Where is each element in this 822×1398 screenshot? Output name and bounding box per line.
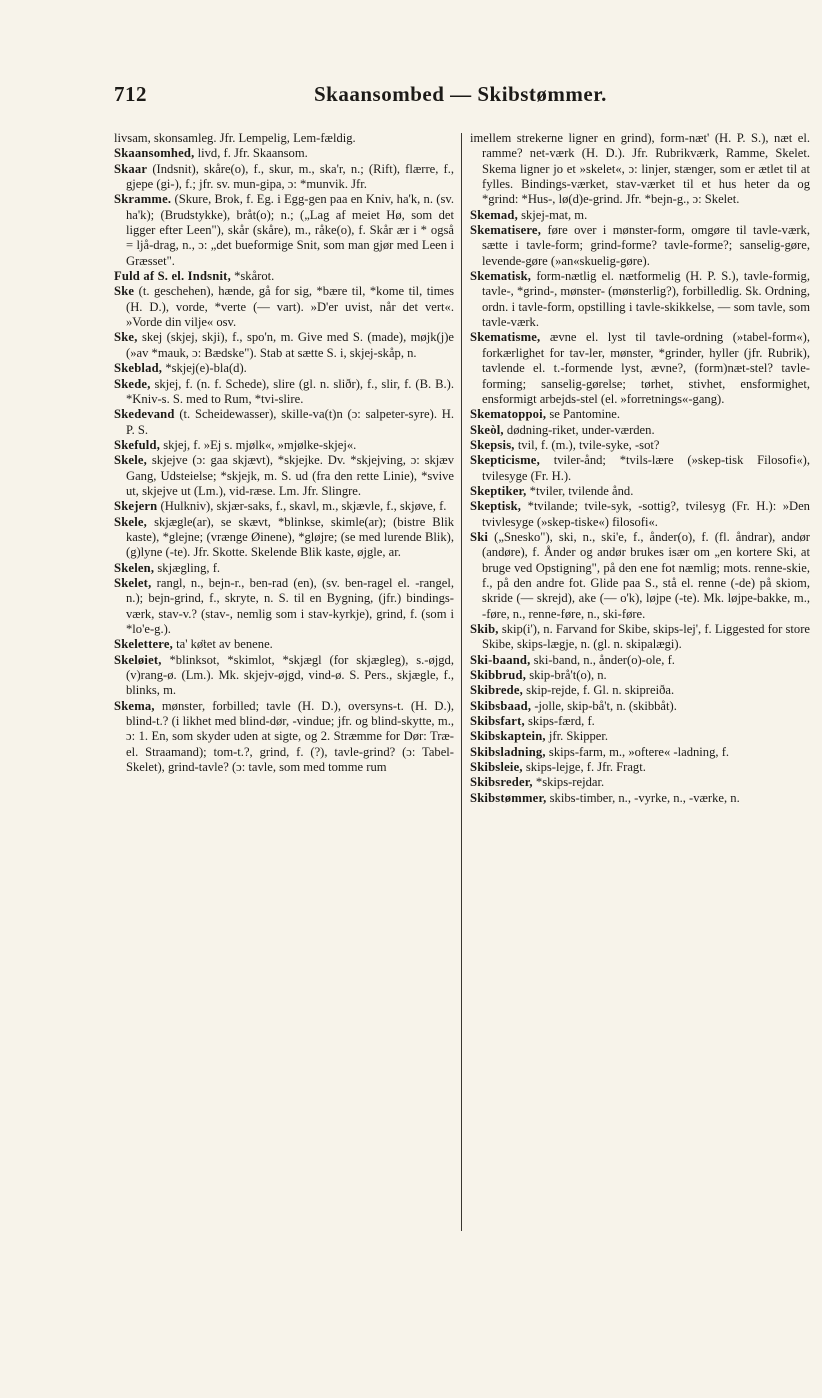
- entry-headword: Skede,: [114, 376, 151, 391]
- dictionary-entry: [114, 361, 454, 376]
- dictionary-entry: [470, 407, 810, 422]
- entry-text: skjej, f. »Ej s. mjølk«, »mjølke-skjej«.: [163, 437, 357, 452]
- entry-headword: Skeptisk,: [470, 499, 522, 514]
- entry-headword: Skeòl,: [470, 422, 504, 437]
- entry-headword: Skaar: [114, 161, 148, 176]
- entry-text: (Hulkniv), skjær-saks, f., skavl, m., skjævle, f., skjøve, f.: [160, 499, 447, 514]
- dictionary-entry: [470, 208, 810, 223]
- dictionary-entry: [114, 653, 454, 699]
- entry-text: skjægle(ar), se skævt, *blinkse, skimle(ar); (bistre Blik kaste), *glejne; (vrænge Øinene), *gløjre; (se med lurende Blik), (g)lyne (-te). Jfr. Skotte. Skelende Blik kaste, øjgle, ar.: [126, 514, 454, 560]
- dictionary-entry: [470, 223, 810, 269]
- entry-headword: Skeblad,: [114, 361, 163, 376]
- dictionary-entry: [114, 499, 454, 514]
- entry-text: jfr. Skipper.: [548, 729, 609, 744]
- dictionary-entry: [114, 453, 454, 499]
- entry-text: *skjej(e)-bla(d).: [165, 361, 247, 376]
- entry-headword: Skele,: [114, 453, 148, 468]
- dictionary-entry: [114, 699, 454, 776]
- entry-text: skip(i'), n. Farvand for Skibe, skips-lej', f. Liggested for store Skibe, skips-lægje, n. (gl. n. skipalægi).: [482, 622, 810, 652]
- entry-headword: Skelettere,: [114, 637, 173, 652]
- entry-text: form-nætlig el. nætformelig (H. P. S.), tavle-formig, tavle-, *grind-, mønster- (mønsterlig?), forbilledlig. Sk. Ordning, ordn. i tavle-form, opstilling i tavle-skikkelse, — som tavle, som tavle-værk.: [482, 269, 810, 330]
- entry-headword: Ske,: [114, 330, 138, 345]
- dictionary-entry: [470, 760, 810, 775]
- dictionary-entry: [470, 653, 810, 668]
- entry-headword: Skematisere,: [470, 223, 542, 238]
- entry-text: *blinksot, *skimlot, *skjægl (for skjægleg), s.-øjgd, (v)rang-ø. (Lm.). Mk. skjejv-øjgd, vind-ø. S. Pers., skjægle, f., blinks, m.: [126, 652, 454, 698]
- entry-headword: Ski: [470, 529, 489, 544]
- entry-headword: Skaansomhed,: [114, 146, 195, 161]
- right-column: [470, 131, 810, 806]
- entry-text: rangl, n., bejn-r., ben-rad (en), (sv. ben-ragel el. -rangel, n.); bejn-grind, f., skryte, n. S. til en Bygning, (jfr.) bindings-værk, stav-v.? (stav-, nemlig som i stav-kyrkje), grind, f. (som i *lo'e-g.).: [126, 575, 454, 636]
- entry-text: skip-rejde, f. Gl. n. skipreiða.: [526, 683, 675, 698]
- entry-text: mønster, forbilled; tavle (H. D.), oversyns-t. (H. D.), blind-t.? (i likhet med blind-dør, -vindue; jfr. og blind-skytte, m., ɔ: 1. En, som skyder uden at sigte, og 2. Stræmme for Dør: Træ-el. Straamand); tom-t.?, grind, f. (?), tavle-grind? (ɔ: Tabel-Skelet), grind-tavle? (ɔ: tavle, som med tomme rum: [126, 698, 454, 775]
- entry-text: skjej, f. (n. f. Schede), slire (gl. n. sliðr), f., slir, f. (B. B.). *Kniv-s. S. med to Rum, *tvi-slire.: [126, 376, 454, 406]
- dictionary-entry: [114, 131, 454, 146]
- dictionary-entry: [114, 515, 454, 561]
- entry-headword: Skibsfart,: [470, 714, 525, 729]
- entry-headword: Skemad,: [470, 207, 518, 222]
- entry-text: *skips-rejdar.: [535, 775, 605, 790]
- entry-headword: Skele,: [114, 514, 148, 529]
- entry-text: ta' kø̈tet av benene.: [176, 637, 273, 652]
- entry-headword: Skelen,: [114, 560, 155, 575]
- entry-text: dødning-riket, under-værden.: [506, 422, 655, 437]
- dictionary-entry: [470, 530, 810, 622]
- entry-text: skibs-timber, n., -vyrke, n., -værke, n.: [549, 790, 740, 805]
- entry-headword: Skematoppoi,: [470, 407, 547, 422]
- entry-headword: Skibsladning,: [470, 744, 546, 759]
- entry-text: *tvilande; tvile-syk, -sottig?, tvilesyg (Fr. H.): »Den tvivlesyge (»skep-tiske«) filosofi«.: [482, 499, 810, 529]
- dictionary-entry: [470, 729, 810, 744]
- column-divider: [461, 133, 462, 1231]
- entry-headword: Skematisk,: [470, 269, 532, 284]
- entry-text: skips-færd, f.: [528, 714, 595, 729]
- entry-text: („Snesko"), ski, n., ski'e, f., ånder(o), f. (fl. åndrar), andør (andøre), f. Ånder og andør brukes især om „en kortere Ski, at bruge ved Opstigning", på den ene fot næmlig; mots. renne-skie, f., på den andre fot. Glide paa S., stå el. renne (-de) på skiom, skride (— skrejd), ake (— o'k), løjpe (-te). Mk. løjpe-bakke, m., -føre, n., renne-føre, n., ski-føre.: [482, 529, 810, 621]
- dictionary-entry: [470, 622, 810, 653]
- dictionary-entry: [470, 423, 810, 438]
- entry-text: (Skure, Brok, f. Eg. i Egg-gen paa en Kniv, ha'k, n. (sv. ha'k); (Brudstykke), bråt(o); n.; („Lag af meiet Hø, som det ligger efter Leen"), skår (skåre), m., råke(o), f. Skår ær i * også = ljå-drag, n., ɔ: „det bueformige Snit, som man gjør med Leen i Græsset".: [126, 192, 455, 268]
- entry-text: skip-brå't(o), n.: [529, 668, 607, 683]
- left-column: [114, 131, 454, 775]
- dictionary-entry: [114, 146, 454, 161]
- entry-text: skej (skjej, skji), f., spo'n, m. Give med S. (made), møjk(j)e (»av *mauk, ɔ: Bædske"). Stab at sætte S. i, skjej-skåp, n.: [126, 330, 454, 360]
- entry-headword: Skepticisme,: [470, 453, 540, 468]
- entry-text: se Pantomine.: [549, 407, 621, 422]
- dictionary-entry: [470, 269, 810, 330]
- dictionary-entry: [470, 714, 810, 729]
- dictionary-entry: [114, 330, 454, 361]
- dictionary-entry: [470, 775, 810, 790]
- entry-headword: Skejern: [114, 499, 158, 514]
- dictionary-entry: [114, 407, 454, 438]
- entry-text: ski-band, n., ånder(o)-ole, f.: [533, 652, 675, 667]
- dictionary-entry: [470, 330, 810, 407]
- dictionary-entry: [114, 561, 454, 576]
- entry-headword: Skema,: [114, 698, 155, 713]
- entry-headword: Skibskaptein,: [470, 729, 546, 744]
- entry-text: skjejve (ɔ: gaa skjævt), *skjejke. Dv. *skjejving, ɔ: skjæv Gang, Udsteielse; *skjejk, m. S. ud (fra den rette Linie), *svive ut, skjejve ut (Lm.), vid-ræse. Lm. Jfr. Slingre.: [126, 453, 455, 498]
- dictionary-entry: [470, 668, 810, 683]
- dictionary-entry: [470, 499, 810, 530]
- entry-headword: Skeptiker,: [470, 483, 527, 498]
- entry-text: skips-lejge, f. Jfr. Fragt.: [525, 760, 646, 775]
- dictionary-entry: [114, 377, 454, 408]
- entry-headword: Skelet,: [114, 575, 152, 590]
- entry-headword: Skefuld,: [114, 437, 161, 452]
- entry-text: (Indsnit), skåre(o), f., skur, m., ska'r, n.; (Rift), flærre, f., gjepe (gi-), f.; jfr. sv. mun-gipa, ɔ: *munvik. Jfr.: [126, 161, 454, 192]
- page-number: 712: [114, 82, 147, 106]
- dictionary-entry: [470, 683, 810, 698]
- entry-headword: Skibstømmer,: [470, 790, 547, 805]
- dictionary-entry: [470, 791, 810, 806]
- entry-headword: Skibrede,: [470, 683, 524, 698]
- dictionary-entry: [470, 453, 810, 484]
- entry-text: imellem strekerne ligner en grind), form-næt' (H. P. S.), næt el. ramme? net-værk (H. D.). Jfr. Rubrikværk, Ramme, Skelet. Skema ligner jo et »skelet«, ɔ: linjer, stænger, som er ætlet til at fylles. Bindings-værket, stav-værket til et hus heter da og *grind: *Hus-, lø(d)e-grind. Jfr. *bejn-g., ɔ: Skelet.: [470, 131, 810, 207]
- entry-headword: Skematisme,: [470, 330, 541, 345]
- dictionary-entry: [470, 131, 810, 208]
- entry-headword: Skeløiet,: [114, 652, 162, 667]
- entry-headword: Fuld af S. el. Indsnit,: [114, 269, 231, 284]
- entry-text: (t. geschehen), hænde, gå for sig, *bære til, *kome til, times (H. D.), vorde, *verte (— vart). »D'er uvist, når det vert«. »Vorde din vilje« osv.: [126, 284, 454, 330]
- dictionary-entry: [114, 576, 454, 637]
- entry-headword: Skibsbaad,: [470, 698, 532, 713]
- dictionary-entry: [470, 484, 810, 499]
- entry-headword: Skibsreder,: [470, 775, 533, 790]
- dictionary-entry: [470, 745, 810, 760]
- entry-text: livd, f. Jfr. Skaansom.: [197, 146, 308, 161]
- entry-text: ævne el. lyst til tavle-ordning (»tabel-form«), forkærlighet for tav-ler, mønster, *grinder, hyller (jfr. Rubrik), tavlende el. t.-formende lyst, ævne?, (form)næt-stel? tavle-forming; sanselig-gørelse; tørhet, stivhet, ensformighet, ensformigt arbejds-stel (el. »forretnings«-gang).: [482, 330, 810, 406]
- dictionary-entry: [470, 699, 810, 714]
- dictionary-entry: [114, 192, 454, 269]
- entry-headword: Ske: [114, 284, 135, 299]
- dictionary-entry: [114, 637, 454, 652]
- entry-text: tvil, f. (m.), tvile-syke, -sot?: [517, 437, 660, 452]
- dictionary-entry: [114, 269, 454, 284]
- entry-text: skjej-mat, m.: [521, 207, 588, 222]
- dictionary-entry: [470, 438, 810, 453]
- entry-text: *tviler, tvilende ånd.: [529, 483, 634, 498]
- entry-text: livsam, skonsamleg. Jfr. Lempelig, Lem-fældig.: [114, 131, 356, 145]
- dictionary-entry: [114, 438, 454, 453]
- entry-headword: Skedevand: [114, 407, 175, 422]
- entry-text: -jolle, skip-bå't, n. (skibbåt).: [534, 698, 677, 713]
- entry-text: skjægling, f.: [157, 560, 221, 575]
- entry-text: (t. Scheidewasser), skille-va(t)n (ɔ: salpeter-syre). H. P. S.: [126, 407, 454, 437]
- entry-text: skips-farm, m., »oftere« -ladning, f.: [548, 744, 730, 759]
- entry-text: føre over i mønster-form, omgøre til tavle-værk, sætte i tavle-form; grind-forme? tavle-forme?; sanselig-gøre, levende-gøre (»an«skuelig-gøre).: [482, 223, 811, 268]
- entry-text: *skårot.: [234, 269, 275, 284]
- entry-headword: Skibsleie,: [470, 760, 523, 775]
- entry-headword: Skib,: [470, 622, 499, 636]
- entry-headword: Skibbrud,: [470, 668, 527, 683]
- entry-headword: Skramme.: [114, 192, 172, 207]
- entry-text: tviler-ånd; *tvils-lære (»skep-tisk Filosofi«), tvilesyge (Fr. H.).: [482, 453, 810, 483]
- running-title: Skaansombed — Skibstømmer.: [314, 82, 607, 106]
- entry-headword: Skepsis,: [470, 437, 515, 452]
- dictionary-entry: [114, 162, 454, 193]
- dictionary-entry: [114, 284, 454, 330]
- entry-headword: Ski-baand,: [470, 652, 531, 667]
